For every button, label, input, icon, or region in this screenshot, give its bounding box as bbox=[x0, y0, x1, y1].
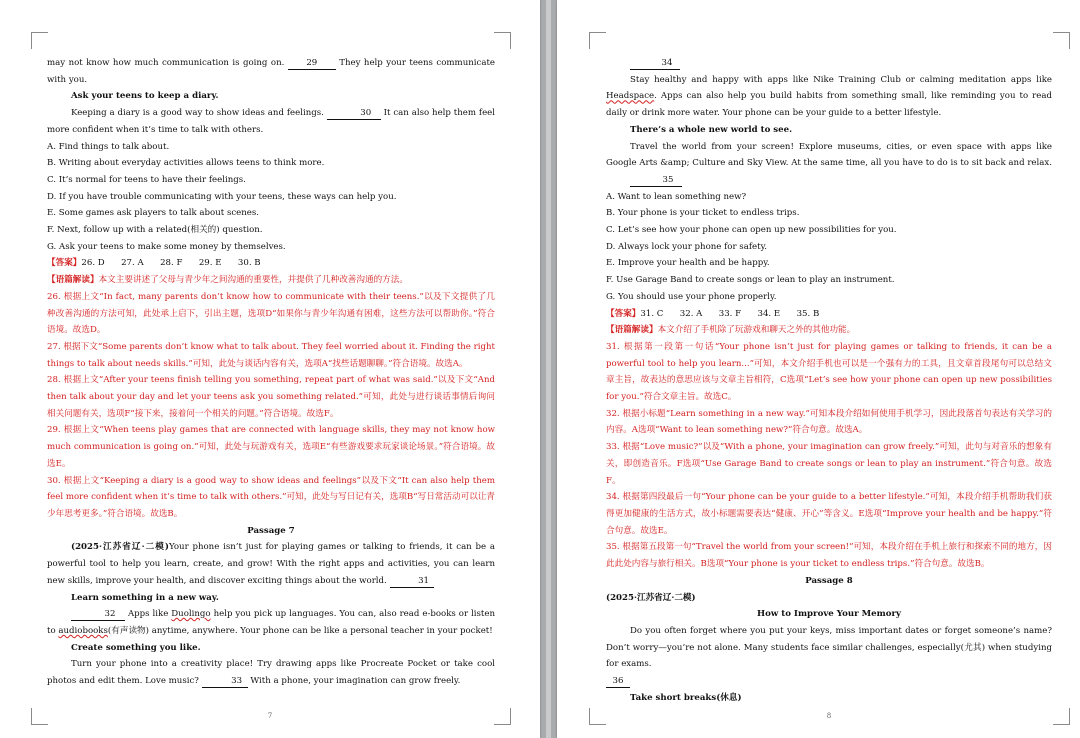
crop-mark bbox=[31, 32, 48, 49]
explanation: 32. 根据小标题“Learn something in a new way.”可知本段介绍如何使用手机学习，因此段落首句表达有关学习的内容。A选项“Want to lean something new?”符合句意。故选A。 bbox=[606, 408, 1052, 436]
option: B. Writing about everyday activities allows teens to think more. bbox=[47, 158, 325, 169]
subheading: Learn something in a new way. bbox=[71, 592, 219, 603]
article-title: How to Improve Your Memory bbox=[757, 609, 901, 620]
crop-mark bbox=[494, 32, 511, 49]
blank-31[interactable]: 31 bbox=[390, 575, 434, 588]
answer-line: 【答案】26. D 27. A 28. F 29. E 30. B bbox=[47, 258, 261, 269]
analysis-line: 【语篇解读】本文介绍了手机除了玩游戏和聊天之外的其他功能。 bbox=[606, 325, 856, 336]
paragraph: Travel the world from your screen! Explore museums, cities, or even space with apps like Google Arts &amp; Culture and Sky View. At the same time, all you have to do is to sit back and relax. bbox=[606, 141, 1052, 169]
paragraph: 32 Apps like Duolingo help you pick up languages. You can, also read e-books or listen to audiobooks(有声读物) anytime, anywhere. Your phone can be like a personal teacher in your pocket! bbox=[47, 609, 495, 636]
paragraph: Stay healthy and happy with apps like Nike Training Club or calming meditation apps like Headspace. Apps can also help you build habits from something small, like reminding you to read daily or drink more water. Your phone can be your guide to a better lifestyle. bbox=[606, 74, 1052, 119]
option: G. You should use your phone properly. bbox=[606, 291, 777, 302]
option: D. If you have trouble communicating with your teens, these ways can help you. bbox=[47, 191, 397, 202]
passage-title: Passage 8 bbox=[805, 575, 853, 586]
option: E. Improve your health and be happy. bbox=[606, 258, 770, 269]
paragraph bbox=[606, 172, 1052, 189]
option: F. Use Garage Band to create songs or lean to play an instrument. bbox=[606, 275, 895, 286]
option: E. Some games ask players to talk about scenes. bbox=[47, 208, 260, 219]
subheading: There’s a whole new world to see. bbox=[630, 124, 793, 135]
paragraph bbox=[606, 673, 1052, 690]
paragraph: Turn your phone into a creativity place! Try drawing apps like Procreate Pocket or take cool photos and edit them. Love music? 33 With a phone, your imagination can grow freely. bbox=[47, 659, 495, 687]
option: B. Your phone is your ticket to endless trips. bbox=[606, 208, 800, 219]
explanation: 34. 根据第四段最后一句“Your phone can be your guide to a better lifestyle.”可知，本段介绍手机帮助我们获得更加健康的生活方式，故小标题需要表达“健康、开心”等含义。E选项“Improve your health and be happy.”符合句意。故选E。 bbox=[606, 492, 1052, 536]
blank-30[interactable]: 30 bbox=[327, 107, 381, 120]
subheading: Ask your teens to keep a diary. bbox=[71, 91, 219, 102]
crop-mark bbox=[1053, 32, 1070, 49]
analysis-line: 【语篇解读】本文主要讲述了父母与青少年之间沟通的重要性，并提供了几种改善沟通的方法。 bbox=[47, 275, 408, 286]
page-number: 8 bbox=[826, 712, 832, 720]
blank-29[interactable]: 29 bbox=[288, 57, 336, 70]
explanation: 31. 根据第一段第一句话“Your phone isn’t just for playing games or talking to friends, it can be a powerful tool to help you learn...”可知，本文介绍手机也可以是一个强有力的工具，且文章首段尾句可以总结文章主旨，故表达的意思应该与文章主旨相符，C选项“Let’s see how your phone can open up new possibilities for you.”符合文章主旨。故选C。 bbox=[606, 341, 1052, 403]
option: C. Let’s see how your phone can open up new possibilities for you. bbox=[606, 225, 897, 236]
option: C. It’s normal for teens to have their feelings. bbox=[47, 174, 246, 185]
scrollbar[interactable] bbox=[546, 0, 551, 738]
document-page-8 bbox=[557, 0, 1080, 738]
paragraph: (2025·江苏省辽·二模)Your phone isn’t just for playing games or talking to friends, it can be a powerful tool to help you learn, create, and grow! With the right apps and activities, you can learn new skills, improve your health, and discover exciting things about the world. 31 bbox=[47, 542, 495, 586]
option: A. Find things to talk about. bbox=[47, 141, 170, 152]
paragraph: Keeping a diary is a good way to show ideas and feelings. 30 It can also help them feel more confident when it’s time to talk with others. bbox=[47, 108, 495, 135]
crop-mark bbox=[589, 32, 606, 49]
explanation: 35. 根据第五段第一句“Travel the world from your screen!”可知，本段介绍在手机上旅行和探索不同的地方，因此此处内容与旅行相关。B选项“Your phone is your ticket to endless trips.”符合句意。故选B。 bbox=[606, 542, 1052, 570]
page-content bbox=[47, 55, 495, 690]
page-content bbox=[606, 55, 1052, 706]
crop-mark bbox=[494, 708, 511, 725]
paragraph: Do you often forget where you put your keys, miss important dates or forget someone’s name? Don’t worry—you’re not alone. Many students face similar challenges, especially(尤其) when studying for exams. bbox=[606, 625, 1052, 670]
explanation: 30. 根据上文“Keeping a diary is a good way to show ideas and feelings”以及下文“It can also help them feel more confident when it’s time to talk with others.”可知，此处与写日记有关，选项B“写日常活动可以让青少年思考更多。”符合语境。故选B。 bbox=[47, 475, 495, 519]
crop-mark bbox=[589, 708, 606, 725]
answer-line: 【答案】31. C 32. A 33. F 34. E 35. B bbox=[606, 308, 820, 319]
blank-34[interactable]: 34 bbox=[630, 57, 680, 70]
explanation: 27. 根据下文“Some parents don’t know what to talk about. They feel worried about it. Finding the right things to talk about needs skills.”可知，此处与谈话内容有关，选项A“找些话题聊聊。”符合语境。故选A。 bbox=[47, 341, 495, 369]
option: A. Want to lean something new? bbox=[606, 191, 747, 202]
explanation: 33. 根据“Love music?”以及“With a phone, your imagination can grow freely.”可知，此句与对音乐的想象有关，即创造音乐。F选项“Use Garage Band to create songs or lean to play an instrument.”符合句意。故选F。 bbox=[606, 442, 1052, 486]
crop-mark bbox=[1053, 708, 1070, 725]
option: F. Next, follow up with a related(相关的) question. bbox=[47, 225, 263, 236]
option: G. Ask your teens to make some money by themselves. bbox=[47, 241, 286, 252]
option: D. Always lock your phone for safety. bbox=[606, 241, 768, 252]
blank-33[interactable]: 33 bbox=[202, 675, 248, 688]
blank-36[interactable]: 36 bbox=[606, 675, 630, 688]
explanation: 29. 根据上文“When teens play games that are connected with language skills, they may not know how much communication is going on.”可知，此处与玩游戏有关，选项E“有些游戏要求玩家谈论场景。”符合语境。故选E。 bbox=[47, 425, 495, 469]
passage-title: Passage 7 bbox=[247, 525, 295, 536]
crop-mark bbox=[31, 708, 48, 725]
source-line: (2025·江苏省辽·二模) bbox=[606, 592, 696, 603]
subheading: Create something you like. bbox=[71, 642, 201, 653]
blank-35[interactable]: 35 bbox=[630, 174, 682, 187]
paragraph bbox=[606, 55, 1052, 72]
page-number: 7 bbox=[267, 712, 273, 720]
subheading: Take short breaks(休息) bbox=[630, 692, 742, 703]
paragraph: may not know how much communication is going on. 29 They help your teens communicate with you. bbox=[47, 58, 495, 85]
explanation: 26. 根据上文“In fact, many parents don’t know how to communicate with their teens.”以及下文提供了几种改善沟通的方法可知，此处承上启下，引出主题，选项D“如果你与青少年沟通有困难，这些方法可以帮助你。”符合语境。故选D。 bbox=[47, 291, 495, 336]
blank-32[interactable]: 32 bbox=[71, 608, 125, 621]
explanation: 28. 根据上文“After your teens finish telling you something, repeat part of what was said.”以及下文“And then talk about your day and let your teens ask you something related.”可知，此处与进行谈话事情后询问相关问题有关，选项F“接下来，接着问一个相关的问题。”符合语境。故选F。 bbox=[47, 375, 495, 419]
